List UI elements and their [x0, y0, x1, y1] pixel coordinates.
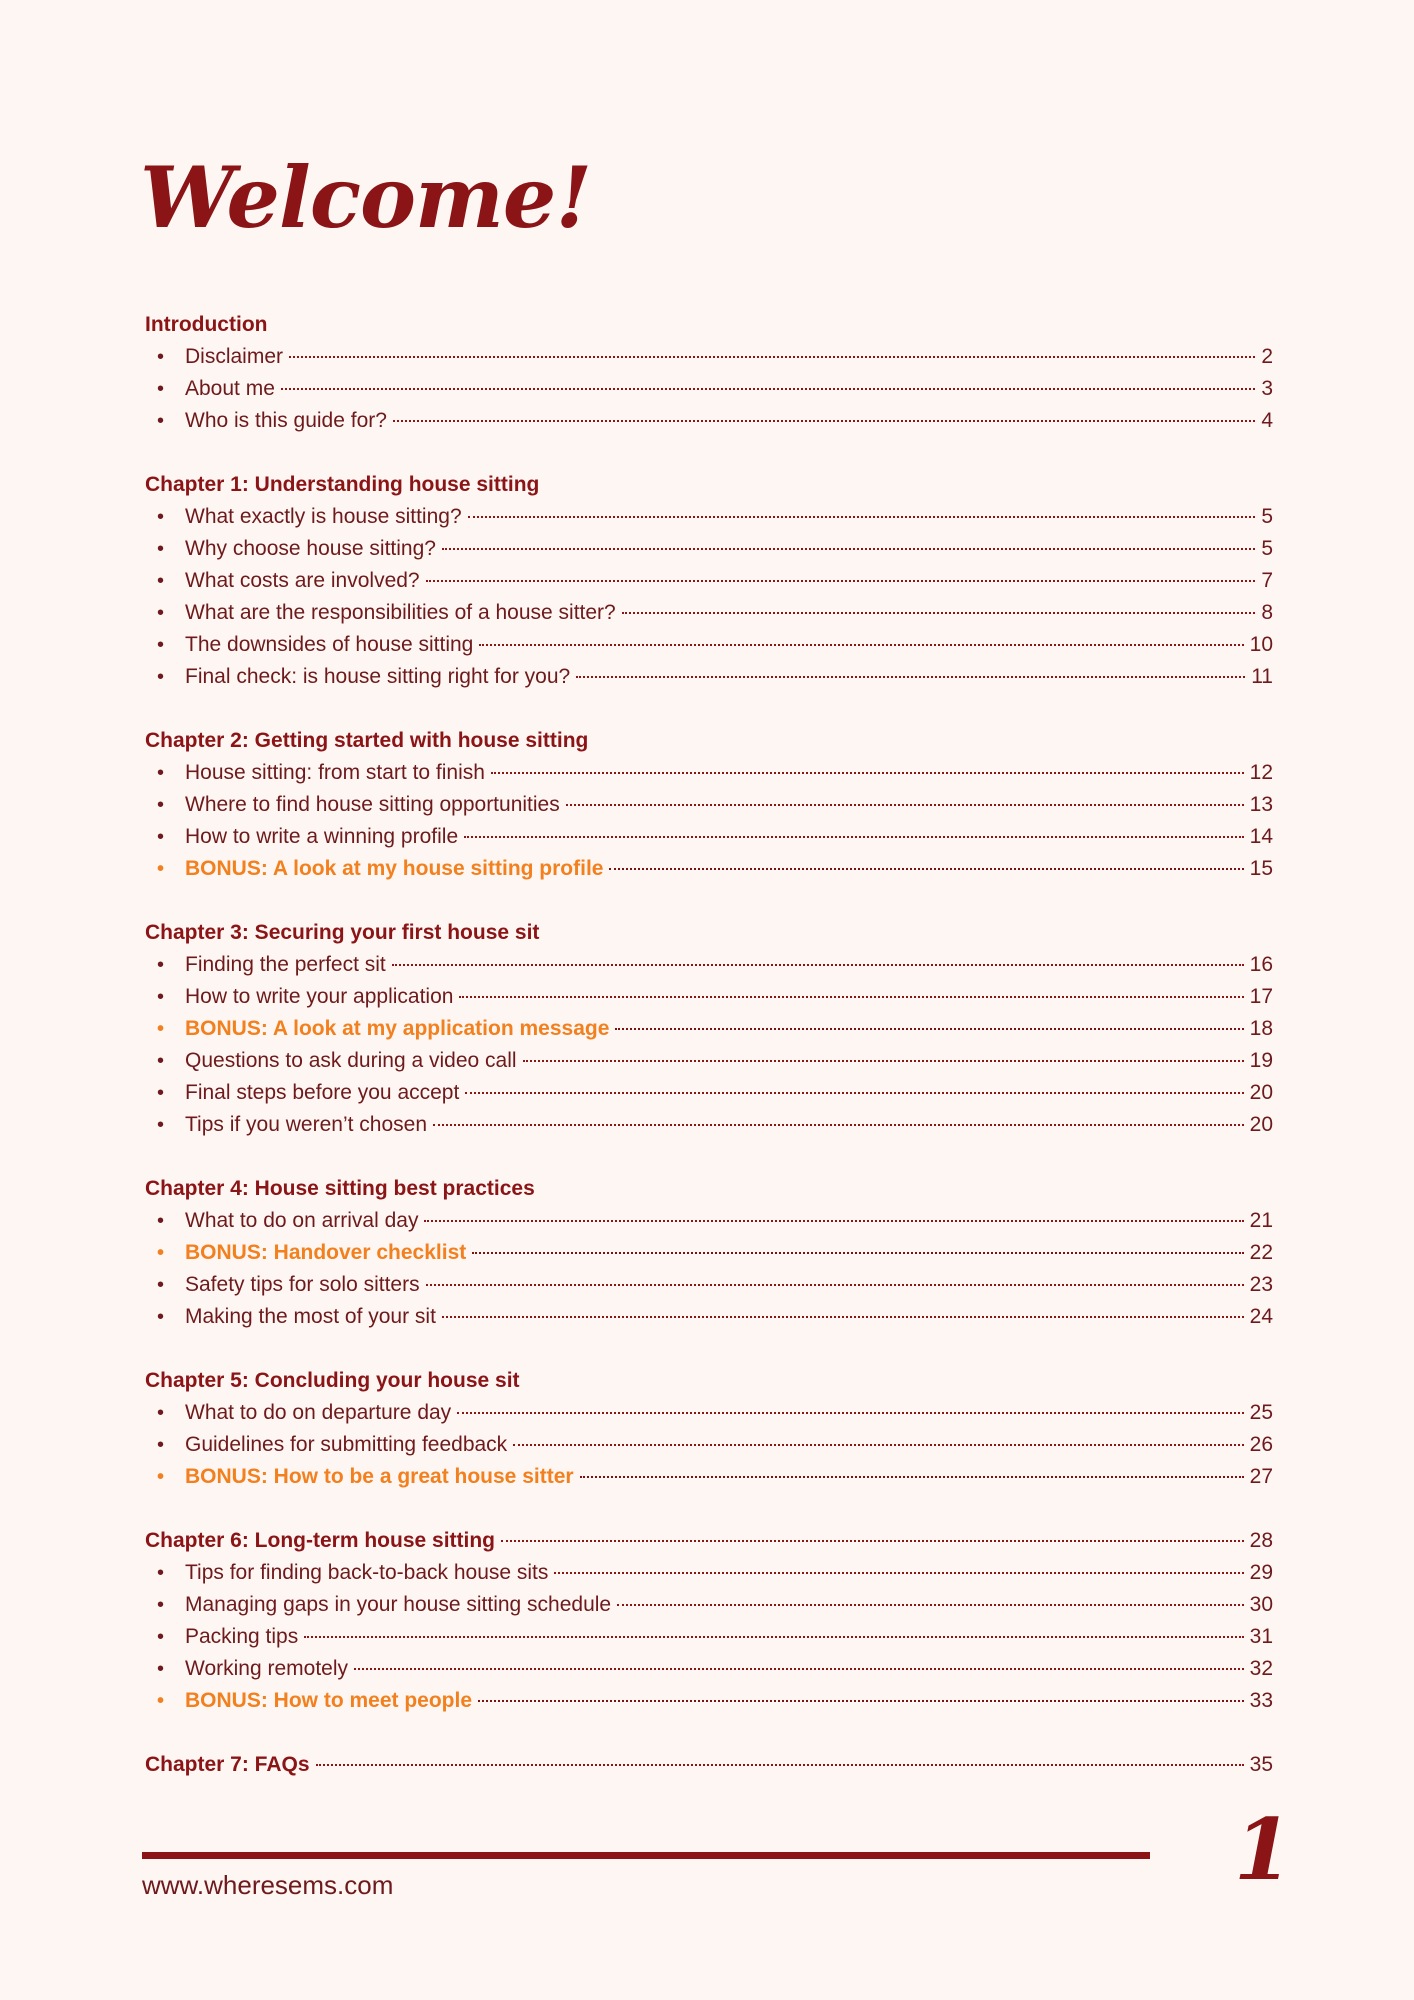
entry-page-number: 8: [1261, 601, 1273, 624]
bullet-icon: •: [157, 1306, 165, 1328]
chapter-title: Chapter 7: FAQs: [145, 1753, 310, 1776]
entry-page-number: 27: [1249, 1465, 1273, 1488]
entry-page-number: 14: [1249, 825, 1273, 848]
toc-entry[interactable]: [145, 1013, 1273, 1045]
bullet-icon: •: [157, 378, 165, 400]
entry-page-number: 31: [1249, 1625, 1273, 1648]
toc-entry[interactable]: [145, 1685, 1273, 1717]
dot-leader: [393, 420, 1255, 422]
dot-leader: [316, 1764, 1244, 1766]
chapter-page-number: 28: [1249, 1529, 1273, 1552]
toc-section: [145, 469, 1273, 693]
toc-entry[interactable]: [145, 1205, 1273, 1237]
dot-leader: [513, 1444, 1243, 1446]
bullet-icon: •: [157, 538, 165, 560]
bullet-icon: •: [157, 1210, 165, 1232]
entry-title: What are the responsibilities of a house sitter?: [185, 601, 616, 624]
entry-title: What costs are involved?: [185, 569, 420, 592]
toc-entry[interactable]: [145, 757, 1273, 789]
entry-title: Finding the perfect sit: [185, 953, 386, 976]
entry-title: Where to find house sitting opportunities: [185, 793, 560, 816]
toc-entry[interactable]: [145, 1397, 1273, 1429]
toc-entry[interactable]: [145, 949, 1273, 981]
dot-leader: [304, 1636, 1243, 1638]
entry-page-number: 19: [1249, 1049, 1273, 1072]
toc-chapter-heading[interactable]: [145, 917, 1273, 949]
entry-page-number: 5: [1261, 505, 1273, 528]
dot-leader: [576, 676, 1245, 678]
entry-title: Final steps before you accept: [185, 1081, 460, 1104]
dot-leader: [424, 1220, 1243, 1222]
dot-leader: [622, 612, 1256, 614]
bullet-icon: •: [157, 1274, 165, 1296]
toc-entry[interactable]: [145, 405, 1273, 437]
dot-leader: [426, 580, 1256, 582]
toc-entry[interactable]: [145, 1653, 1273, 1685]
toc-entry[interactable]: [145, 1109, 1273, 1141]
entry-title: Making the most of your sit: [185, 1305, 436, 1328]
dot-leader: [615, 1028, 1243, 1030]
chapter-title: Chapter 6: Long-term house sitting: [145, 1529, 496, 1552]
dot-leader: [580, 1476, 1244, 1478]
entry-title: Final check: is house sitting right for you?: [185, 665, 571, 688]
chapter-title: Chapter 4: House sitting best practices: [145, 1177, 535, 1200]
toc-chapter-heading[interactable]: [145, 1525, 1273, 1557]
dot-leader: [491, 772, 1244, 774]
toc-entry[interactable]: [145, 1461, 1273, 1493]
toc-entry[interactable]: [145, 1301, 1273, 1333]
footer-divider: [142, 1852, 1150, 1859]
bullet-icon: •: [157, 1434, 165, 1456]
entry-page-number: 10: [1249, 633, 1273, 656]
entry-title: Questions to ask during a video call: [185, 1049, 517, 1072]
bullet-icon: •: [157, 858, 165, 880]
entry-title: BONUS: How to be a great house sitter: [185, 1465, 574, 1488]
bullet-icon: •: [157, 634, 165, 656]
bullet-icon: •: [157, 1050, 165, 1072]
bullet-icon: •: [157, 602, 165, 624]
entry-title: Managing gaps in your house sitting schedule: [185, 1593, 612, 1616]
dot-leader: [426, 1284, 1244, 1286]
entry-page-number: 21: [1249, 1209, 1273, 1232]
entry-title: How to write a winning profile: [185, 825, 459, 848]
entry-title: Tips if you weren’t chosen: [185, 1113, 428, 1136]
dot-leader: [289, 356, 1255, 358]
entry-page-number: 25: [1249, 1401, 1273, 1424]
toc-section: [145, 917, 1273, 1141]
toc-entry[interactable]: [145, 1269, 1273, 1301]
entry-title: Safety tips for solo sitters: [185, 1273, 420, 1296]
toc-entry[interactable]: [145, 501, 1273, 533]
dot-leader: [464, 836, 1244, 838]
dot-leader: [465, 1092, 1243, 1094]
entry-title: Disclaimer: [185, 345, 284, 368]
bullet-icon: •: [157, 1626, 165, 1648]
entry-title: Guidelines for submitting feedback: [185, 1433, 508, 1456]
chapter-title: Chapter 2: Getting started with house sitting: [145, 729, 589, 752]
entry-page-number: 16: [1249, 953, 1273, 976]
chapter-title: Chapter 5: Concluding your house sit: [145, 1369, 520, 1392]
bullet-icon: •: [157, 410, 165, 432]
chapter-title: Chapter 1: Understanding house sitting: [145, 473, 540, 496]
toc-entry[interactable]: [145, 789, 1273, 821]
bullet-icon: •: [157, 666, 165, 688]
entry-title: The downsides of house sitting: [185, 633, 474, 656]
toc-chapter-heading[interactable]: [145, 1749, 1273, 1781]
bullet-icon: •: [157, 1402, 165, 1424]
entry-page-number: 29: [1249, 1561, 1273, 1584]
dot-leader: [554, 1572, 1243, 1574]
page-number: 1: [1234, 1800, 1293, 1899]
entry-title: BONUS: A look at my house sitting profile: [185, 857, 604, 880]
toc-entry[interactable]: [145, 661, 1273, 693]
entry-page-number: 4: [1261, 409, 1273, 432]
dot-leader: [501, 1540, 1244, 1542]
chapter-title: Introduction: [145, 313, 268, 336]
bullet-icon: •: [157, 1466, 165, 1488]
bullet-icon: •: [157, 954, 165, 976]
entry-page-number: 30: [1249, 1593, 1273, 1616]
entry-title: BONUS: Handover checklist: [185, 1241, 467, 1264]
entry-title: House sitting: from start to finish: [185, 761, 485, 784]
entry-title: Working remotely: [185, 1657, 348, 1680]
entry-title: Why choose house sitting?: [185, 537, 436, 560]
bullet-icon: •: [157, 1114, 165, 1136]
entry-page-number: 32: [1249, 1657, 1273, 1680]
toc-chapter-heading[interactable]: [145, 725, 1273, 757]
chapter-title: Chapter 3: Securing your first house sit: [145, 921, 540, 944]
bullet-icon: •: [157, 570, 165, 592]
dot-leader: [609, 868, 1243, 870]
entry-page-number: 2: [1261, 345, 1273, 368]
entry-page-number: 13: [1249, 793, 1273, 816]
toc-entry[interactable]: [145, 1621, 1273, 1653]
entry-page-number: 12: [1249, 761, 1273, 784]
bullet-icon: •: [157, 346, 165, 368]
dot-leader: [442, 548, 1255, 550]
dot-leader: [392, 964, 1244, 966]
toc-entry[interactable]: [145, 565, 1273, 597]
bullet-icon: •: [157, 986, 165, 1008]
bullet-icon: •: [157, 1658, 165, 1680]
entry-title: BONUS: How to meet people: [185, 1689, 473, 1712]
toc-entry[interactable]: [145, 981, 1273, 1013]
entry-page-number: 20: [1249, 1081, 1273, 1104]
bullet-icon: •: [157, 1594, 165, 1616]
toc-chapter-heading[interactable]: [145, 309, 1273, 341]
toc-entry[interactable]: [145, 1237, 1273, 1269]
website-link[interactable]: www.wheresems.com: [142, 1870, 394, 1900]
entry-title: How to write your application: [185, 985, 454, 1008]
entry-page-number: 17: [1249, 985, 1273, 1008]
entry-title: Who is this guide for?: [185, 409, 387, 432]
toc-entry[interactable]: [145, 1077, 1273, 1109]
toc-section: [145, 309, 1273, 437]
dot-leader: [478, 1700, 1244, 1702]
toc-entry[interactable]: [145, 1557, 1273, 1589]
entry-title: BONUS: A look at my application message: [185, 1017, 610, 1040]
dot-leader: [617, 1604, 1244, 1606]
dot-leader: [433, 1124, 1244, 1126]
toc-section: [145, 1749, 1273, 1781]
entry-page-number: 11: [1251, 665, 1273, 688]
entry-page-number: 18: [1249, 1017, 1273, 1040]
bullet-icon: •: [157, 762, 165, 784]
entry-page-number: 5: [1261, 537, 1273, 560]
bullet-icon: •: [157, 1242, 165, 1264]
entry-title: Tips for finding back-to-back house sits: [185, 1561, 549, 1584]
dot-leader: [281, 388, 1255, 390]
toc-entry[interactable]: [145, 533, 1273, 565]
entry-title: What exactly is house sitting?: [185, 505, 462, 528]
page-title: Welcome!: [140, 148, 592, 247]
bullet-icon: •: [157, 826, 165, 848]
dot-leader: [472, 1252, 1243, 1254]
toc-section: [145, 1525, 1273, 1717]
entry-title: What to do on departure day: [185, 1401, 452, 1424]
entry-page-number: 22: [1249, 1241, 1273, 1264]
toc-entry[interactable]: [145, 1589, 1273, 1621]
table-of-contents: [145, 309, 1273, 1813]
dot-leader: [523, 1060, 1244, 1062]
toc-chapter-heading[interactable]: [145, 469, 1273, 501]
entry-title: Packing tips: [185, 1625, 299, 1648]
toc-entry[interactable]: [145, 597, 1273, 629]
toc-chapter-heading[interactable]: [145, 1173, 1273, 1205]
bullet-icon: •: [157, 506, 165, 528]
dot-leader: [479, 644, 1243, 646]
bullet-icon: •: [157, 1018, 165, 1040]
entry-title: About me: [185, 377, 275, 400]
dot-leader: [442, 1316, 1244, 1318]
bullet-icon: •: [157, 1082, 165, 1104]
toc-entry[interactable]: [145, 373, 1273, 405]
bullet-icon: •: [157, 1690, 165, 1712]
entry-page-number: 33: [1249, 1689, 1273, 1712]
toc-entry[interactable]: [145, 821, 1273, 853]
dot-leader: [457, 1412, 1243, 1414]
toc-entry[interactable]: [145, 1045, 1273, 1077]
entry-page-number: 26: [1249, 1433, 1273, 1456]
entry-page-number: 15: [1249, 857, 1273, 880]
toc-section: [145, 1173, 1273, 1333]
dot-leader: [354, 1668, 1244, 1670]
entry-page-number: 7: [1261, 569, 1273, 592]
entry-page-number: 20: [1249, 1113, 1273, 1136]
entry-page-number: 3: [1261, 377, 1273, 400]
dot-leader: [468, 516, 1256, 518]
toc-entry[interactable]: [145, 629, 1273, 661]
entry-page-number: 24: [1249, 1305, 1273, 1328]
dot-leader: [566, 804, 1244, 806]
entry-page-number: 23: [1249, 1273, 1273, 1296]
toc-chapter-heading[interactable]: [145, 1365, 1273, 1397]
dot-leader: [459, 996, 1243, 998]
toc-entry[interactable]: [145, 341, 1273, 373]
bullet-icon: •: [157, 794, 165, 816]
chapter-page-number: 35: [1249, 1753, 1273, 1776]
bullet-icon: •: [157, 1562, 165, 1584]
entry-title: What to do on arrival day: [185, 1209, 419, 1232]
toc-section: [145, 1365, 1273, 1493]
toc-section: [145, 725, 1273, 885]
toc-entry[interactable]: [145, 853, 1273, 885]
toc-entry[interactable]: [145, 1429, 1273, 1461]
